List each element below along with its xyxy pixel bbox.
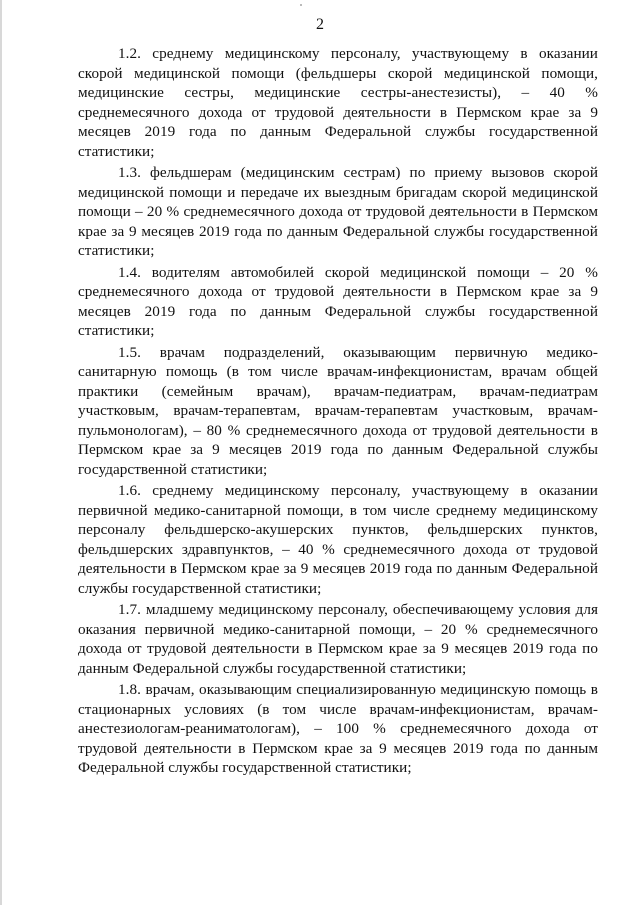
page-number: 2 <box>316 16 324 33</box>
paragraph-1-7: 1.7. младшему медицинскому персоналу, обеспечивающему условия для оказания первичной медико-санитарной помощи, – 20 % среднемесячного дохода от трудовой деятельности в Пермском крае за 9 месяцев 2019 года по данным Федеральной службы государственной статистики; <box>78 601 598 677</box>
document-body <box>78 44 598 780</box>
paragraph-1-4: 1.4. водителям автомобилей скорой медицинской помощи – 20 % среднемесячного дохода от трудовой деятельности в Пермском крае за 9 месяцев 2019 года по данным Федеральной службы государственной статистики; <box>78 263 598 339</box>
paragraph-1-2: 1.2. среднему медицинскому персоналу, участвующему в оказании скорой медицинской помощи (фельдшеры скорой медицинской помощи, медицинские сестры, медицинские сестры-анестезисты), – 40 % среднемесячного дохода от трудовой деятельности в Пермском крае за 9 месяцев 2019 года по данным Федеральной службы государственной статистики; <box>78 45 598 160</box>
scan-speck <box>300 4 302 6</box>
paragraph-1-8: 1.8. врачам, оказывающим специализированную медицинскую помощь в стационарных условиях (в том числе врачам-инфекционистам, врачам-анестезиологам-реаниматологам), – 100 % среднемесячного дохода от трудовой деятельности в Пермском крае за 9 месяцев 2019 года по данным Федеральной службы государственной статистики; <box>78 681 598 776</box>
scan-edge-shadow <box>0 0 2 905</box>
paragraph-1-6: 1.6. среднему медицинскому персоналу, участвующему в оказании первичной медико-санитарной помощи, в том числе среднему медицинскому персоналу фельдшерско-акушерских пунктов, фельдшерских пунктов, фельдшерских здравпунктов, – 40 % среднемесячного дохода от трудовой деятельности в Пермском крае за 9 месяцев 2019 года по данным Федеральной службы государственной статистики; <box>78 482 598 597</box>
paragraph-1-3: 1.3. фельдшерам (медицинским сестрам) по приему вызовов скорой медицинской помощи и передаче их выездным бригадам скорой медицинской помощи – 20 % среднемесячного дохода от трудовой деятельности в Пермском крае за 9 месяцев 2019 года по данным Федеральной службы государственной статистики; <box>78 164 598 259</box>
paragraph-1-5: 1.5. врачам подразделений, оказывающим первичную медико-санитарную помощь (в том числе врачам-инфекционистам, врачам общей практики (семейным врачам), врачам-педиатрам, врачам-педиатрам участковым, врачам-терапевтам, врачам-терапевтам участковым, врачам-пульмонологам), – 80 % среднемесячного дохода от трудовой деятельности в Пермском крае за 9 месяцев 2019 года по данным Федеральной службы государственной статистики; <box>78 343 598 478</box>
